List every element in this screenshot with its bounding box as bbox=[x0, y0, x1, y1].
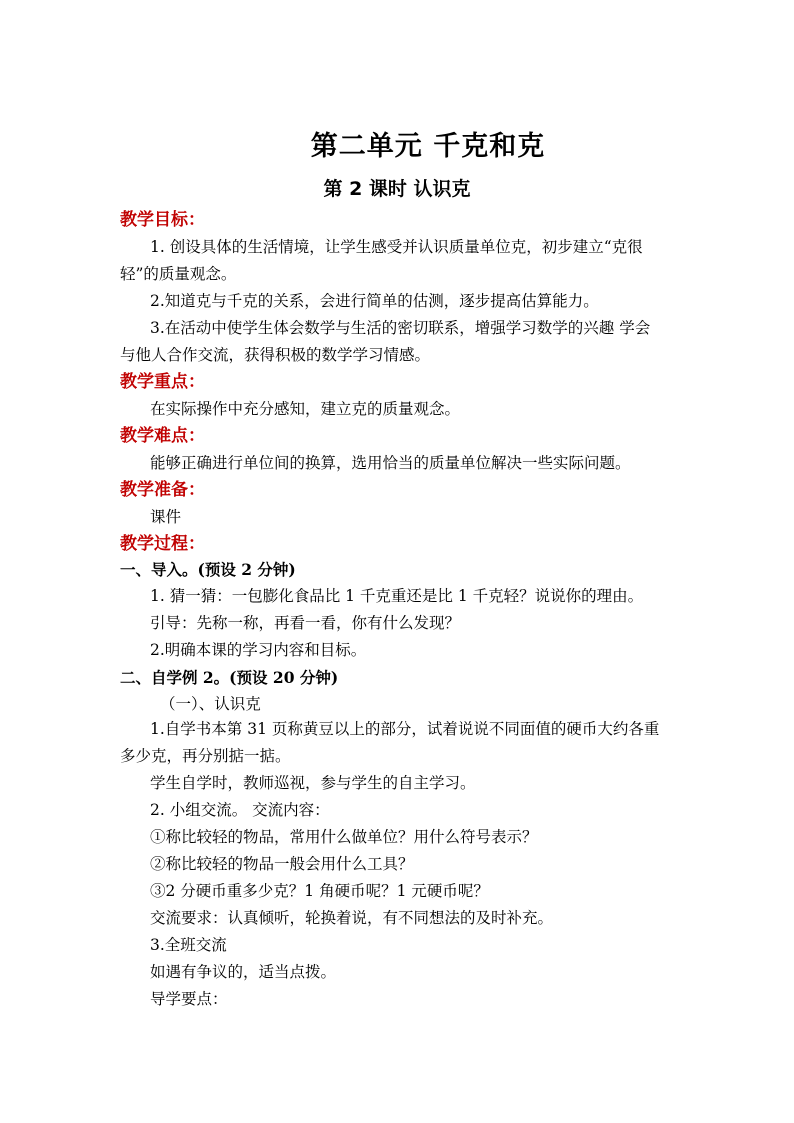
goal-line: 2.知道克与千克的关系，会进行简单的估测，逐步提高估算能力。 bbox=[150, 292, 599, 310]
section-2-line: ③2 分硬币重多少克？1 角硬币呢？1 元硬币呢？ bbox=[150, 882, 489, 900]
section-2-line: ①称比较轻的物品，常用什么做单位？用什么符号表示？ bbox=[150, 828, 538, 846]
section-2-line: 如遇有争议的，适当点拨。 bbox=[150, 963, 337, 981]
lesson-subtitle: 第 2 课时 认识克 bbox=[323, 178, 471, 200]
goal-line: 1. 创设具体的生活情境，让学生感受并认识质量单位克，初步建立“克很 bbox=[150, 238, 643, 256]
section-2-line: 1.自学书本第 31 页称黄豆以上的部分，试着说说不同面值的硬币大约各重 bbox=[150, 720, 660, 738]
section-1-line: 2.明确本课的学习内容和目标。 bbox=[150, 641, 367, 659]
page-title: 第二单元 千克和克 bbox=[310, 131, 546, 162]
prep-text: 课件 bbox=[150, 508, 182, 526]
difficulty-heading: 教学难点： bbox=[120, 426, 205, 446]
goal-line: 3.在活动中使学生体会数学与生活的密切联系，增强学习数学的兴趣 学会 bbox=[150, 319, 651, 337]
goal-line: 与他人合作交流，获得积极的数学学习情感。 bbox=[120, 346, 431, 364]
goal-heading: 教学目标： bbox=[120, 210, 205, 230]
section-2-line: 交流要求：认真倾听，轮换着说，有不同想法的及时补充。 bbox=[150, 909, 554, 927]
key-text: 在实际操作中充分感知，建立克的质量观念。 bbox=[150, 400, 461, 418]
section-2-line: 多少克，再分别掂一掂。 bbox=[120, 747, 291, 765]
section-2-line: 3.全班交流 bbox=[150, 936, 227, 954]
key-heading: 教学重点： bbox=[120, 372, 205, 392]
section-2-subheading: （一）、认识克 bbox=[160, 695, 261, 713]
section-2-line: ②称比较轻的物品一般会用什么工具？ bbox=[150, 855, 414, 873]
process-heading: 教学过程： bbox=[120, 534, 205, 554]
section-1-line: 1. 猜一猜：一包膨化食品比 1 千克重还是比 1 千克轻？说说你的理由。 bbox=[150, 587, 644, 605]
goal-line: 轻”的质量观念。 bbox=[120, 265, 237, 283]
section-1-title: 一、导入。(预设 2 分钟) bbox=[120, 560, 296, 579]
section-2-line: 学生自学时，教师巡视，参与学生的自主学习。 bbox=[150, 774, 476, 792]
section-2-line: 2. 小组交流。 交流内容： bbox=[150, 801, 330, 819]
section-1-line: 引导：先称一称，再看一看，你有什么发现？ bbox=[150, 614, 461, 632]
prep-heading: 教学准备： bbox=[120, 480, 205, 500]
difficulty-text: 能够正确进行单位间的换算，选用恰当的质量单位解决一些实际问题。 bbox=[150, 454, 631, 472]
section-2-line: 导学要点： bbox=[150, 990, 228, 1008]
section-2-title: 二、自学例 2。(预设 20 分钟) bbox=[120, 668, 339, 687]
